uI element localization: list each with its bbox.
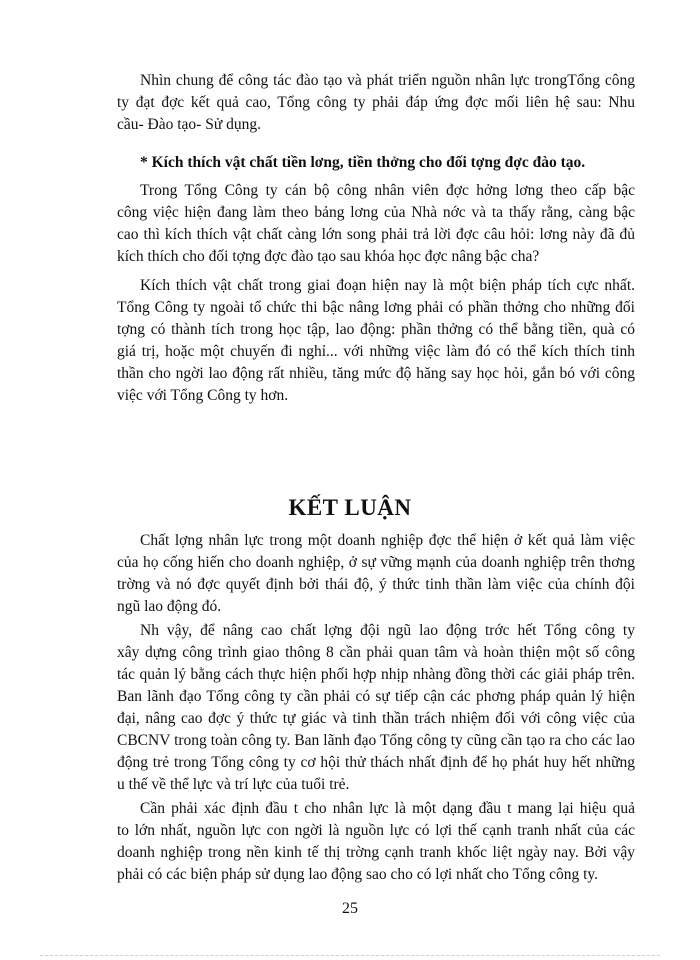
text-line: doanh nghiệp trong nền kinh tế thị trờng cạnh tranh khốc liệt ngày nay. Bởi vậy xyxy=(117,844,635,861)
text-line: Kích thích vật chất trong giai đoạn hiện nay là một biện pháp tích cực nhất. xyxy=(140,277,635,294)
text-line: ngũ lao động đó. xyxy=(117,598,222,615)
text-line: phải có các biện pháp sử dụng lao động sao cho có lợi nhất cho Tổng công ty. xyxy=(117,866,599,883)
text-line: CBCNV trong toàn công ty. Ban lãnh đạo Tổng công ty cũng cần tạo ra cho các lao xyxy=(117,732,635,749)
conclusion-paragraph-2 xyxy=(117,620,635,796)
text-line: Tổng Công ty ngoài tổ chức thi bậc nâng lơng phải có phần thởng cho những đối xyxy=(117,299,635,316)
text-line: to lớn nhất, nguồn lực con ngời là nguồn lực có lợi thế cạnh tranh nhất của các xyxy=(117,822,635,839)
text-line: kích thích cho đối tợng đợc đào tạo sau khóa học đợc nâng bậc cha? xyxy=(117,248,540,265)
text-line: của họ cống hiến cho doanh nghiệp, ở sự vững mạnh của doanh nghiệp trên thơng xyxy=(117,554,635,571)
salary-paragraph xyxy=(117,180,635,268)
incentive-paragraph xyxy=(117,275,635,407)
text-line: thần cho ngời lao động rất nhiều, tăng mức độ hăng say học hỏi, gắn bó với công xyxy=(117,365,635,382)
text-line: Cần phải xác định đầu t cho nhân lực là một dạng đầu t mang lại hiệu quả xyxy=(140,800,635,817)
text-line: cầu- Đào tạo- Sử dụng. xyxy=(117,116,261,133)
text-line: trờng và nó đợc quyết định bởi thái độ, ý thức tinh thần làm việc của chính đội xyxy=(117,576,635,593)
text-line: u thế về thể lực và trí lực của tuổi trẻ. xyxy=(117,776,350,793)
text-line: Chất lợng nhân lực trong một doanh nghiệp đợc thể hiện ở kết quả làm việc xyxy=(140,532,635,549)
text-line: cao thì kích thích vật chất càng lớn song phải trả lời đợc câu hỏi: lơng này đã đủ xyxy=(117,226,635,243)
text-line: Trong Tổng Công ty cán bộ công nhân viên đợc hởng lơng theo cấp bậc xyxy=(140,182,635,199)
text-line: động trẻ trong Tổng công ty cơ hội thử thách nhất định để họ phát huy hết những xyxy=(117,754,635,771)
text-line: Nh vậy, để nâng cao chất lợng đội ngũ lao động trớc hết Tổng công ty xyxy=(140,622,635,639)
intro-paragraph xyxy=(117,70,635,136)
text-line: Nhìn chung để công tác đào tạo và phát triển nguồn nhân lực trongTổng công xyxy=(140,72,635,89)
page-number: 25 xyxy=(342,900,358,917)
text-line: xây dựng công trình giao thông 8 cần phải quan tâm và hoàn thiện một số công xyxy=(117,644,635,661)
page-bottom-divider xyxy=(40,955,660,956)
text-line: Ban lãnh đạo Tổng công ty cần phải có sự tiếp cận các phơng pháp quản lý hiện xyxy=(117,688,635,705)
conclusion-paragraph-3 xyxy=(117,798,635,886)
conclusion-title: KẾT LUẬN xyxy=(288,495,412,520)
section-subheading xyxy=(117,152,635,174)
text-line: tác quản lý bằng cách thực hiện phối hợp nhịp nhàng đồng thời các giải pháp trên. xyxy=(117,666,635,683)
subheading-text: * Kích thích vật chất tiền lơng, tiền thởng cho đối tợng đợc đào tạo. xyxy=(140,154,586,171)
text-line: việc với Tổng Công ty hơn. xyxy=(117,387,289,404)
text-line: công việc hiện đang làm theo bảng lơng của Nhà nớc và ta thấy rằng, càng bậc xyxy=(117,204,635,221)
text-line: ty đạt đợc kết quả cao, Tổng công ty phải đáp ứng đợc mối liên hệ sau: Nhu xyxy=(117,94,635,111)
text-line: đại, nâng cao đợc ý thức tự giác và tinh thần trách nhiệm đối với công việc của xyxy=(117,710,635,727)
text-line: giá trị, hoặc một chuyến đi nghỉ... với những việc làm đó có thể kích thích tinh xyxy=(117,343,635,360)
conclusion-paragraph-1 xyxy=(117,530,635,618)
text-line: tợng có thành tích trong học tập, lao động: phần thởng có thể bằng tiền, quà có xyxy=(117,321,635,338)
